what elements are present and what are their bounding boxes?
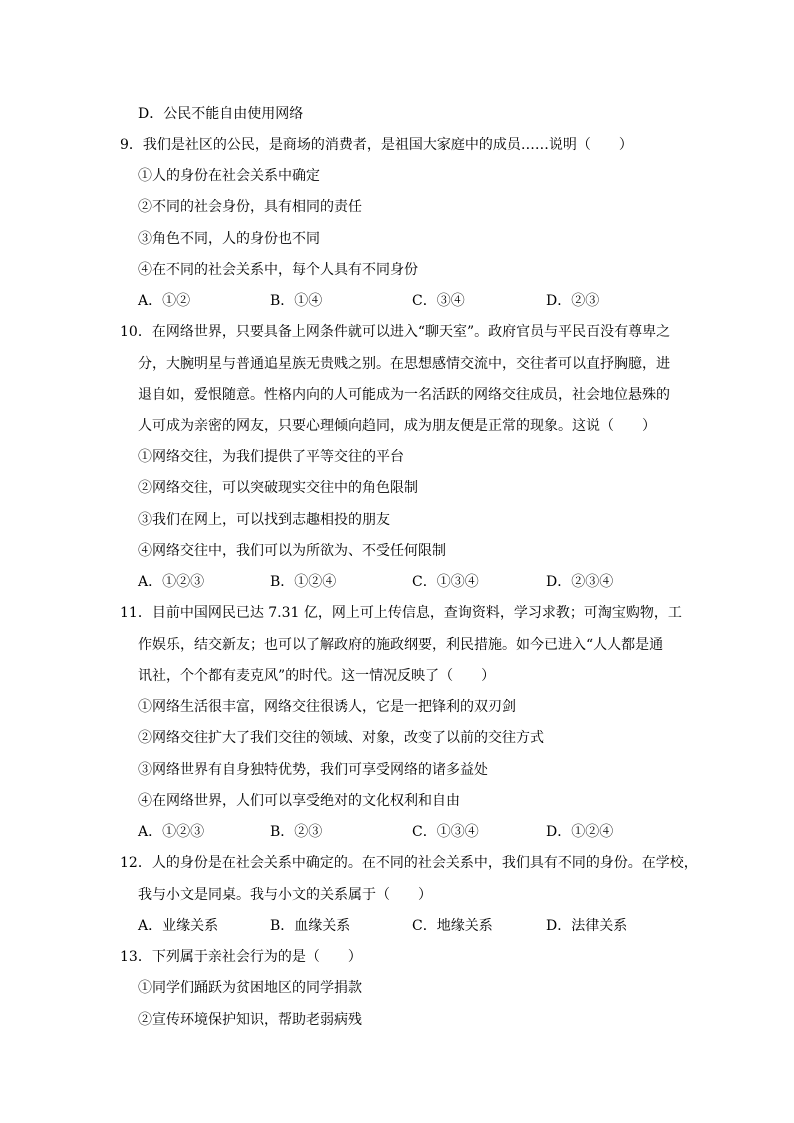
text-line: 作娱乐，结交新友；也可以了解政府的施政纲要，利民措施。如今已进入“人人都是通 — [138, 637, 664, 653]
answer-choice: D．法律关系 — [546, 918, 628, 934]
answer-choice: C．①③④ — [412, 824, 479, 840]
answer-choice: B．血缘关系 — [270, 918, 351, 934]
question-stem: 9．我们是社区的公民，是商场的消费者，是祖国大家庭中的成员……说明（ ） — [120, 137, 633, 153]
answer-choice: A．①② — [138, 293, 191, 309]
text-line: ③网络世界有自身独特优势，我们可享受网络的诸多益处 — [138, 762, 488, 778]
question-stem: 12．人的身份是在社会关系中确定的。在不同的社会关系中，我们具有不同的身份。在学校， — [120, 855, 698, 871]
text-line: 退自如，爱恨随意。性格内向的人可能成为一名活跃的网络交往成员，社会地位悬殊的 — [138, 387, 670, 403]
answer-choice: A．①②③ — [138, 824, 205, 840]
text-line: ③角色不同，人的身份也不同 — [138, 231, 320, 247]
text-line: ②宣传环境保护知识，帮助老弱病残 — [138, 1012, 362, 1028]
text-line: 人可成为亲密的网友，只要心理倾向趋同，成为朋友便是正常的现象。这说（ ） — [138, 418, 656, 434]
question-stem: 10．在网络世界，只要具备上网条件就可以进入“聊天室”。政府官员与平民百没有尊卑之 — [120, 324, 671, 340]
text-line: ①同学们踊跃为贫困地区的同学捐款 — [138, 980, 362, 996]
text-line: ④网络交往中，我们可以为所欲为、不受任何限制 — [138, 543, 446, 559]
answer-choice: B．①④ — [270, 293, 323, 309]
answer-choice: C．③④ — [412, 293, 465, 309]
text-line: ②网络交往扩大了我们交往的领域、对象，改变了以前的交往方式 — [138, 730, 544, 746]
answer-choice: A．业缘关系 — [138, 918, 219, 934]
text-line: ①网络交往，为我们提供了平等交往的平台 — [138, 449, 404, 465]
text-line: 分，大腕明星与普通追星族无贵贱之别。在思想感情交流中，交往者可以直抒胸臆，进 — [138, 356, 670, 372]
text-line: ②不同的社会身份，具有相同的责任 — [138, 199, 362, 215]
answer-choice: D．①②④ — [546, 824, 614, 840]
text-line: ①网络生活很丰富，网络交往很诱人，它是一把锋利的双刃剑 — [138, 699, 516, 715]
answer-choice: B．②③ — [270, 824, 323, 840]
answer-choice: D．②③ — [546, 293, 600, 309]
text-line: 我与小文是同桌。我与小文的关系属于（ ） — [138, 887, 432, 903]
text-line: ④在网络世界，人们可以享受绝对的文化权利和自由 — [138, 793, 460, 809]
text-line: ④在不同的社会关系中，每个人具有不同身份 — [138, 262, 418, 278]
text-line: ③我们在网上，可以找到志趣相投的朋友 — [138, 512, 390, 528]
question-stem: 11．目前中国网民已达 7.31 亿，网上可上传信息，查询资料，学习求教；可淘宝购物，工 — [120, 605, 682, 621]
answer-choice: B．①②④ — [270, 574, 337, 590]
question-stem: 13．下列属于亲社会行为的是（ ） — [120, 949, 362, 965]
text-line: ①人的身份在社会关系中确定 — [138, 168, 320, 184]
answer-choice: C．地缘关系 — [412, 918, 493, 934]
answer-choice: A．①②③ — [138, 574, 205, 590]
text-line: 讯社，个个都有麦克风”的时代。这一情况反映了（ ） — [138, 668, 496, 684]
text-line: ②网络交往，可以突破现实交往中的角色限制 — [138, 480, 418, 496]
answer-choice: D．②③④ — [546, 574, 614, 590]
text-line: D．公民不能自由使用网络 — [138, 106, 304, 122]
answer-choice: C．①③④ — [412, 574, 479, 590]
